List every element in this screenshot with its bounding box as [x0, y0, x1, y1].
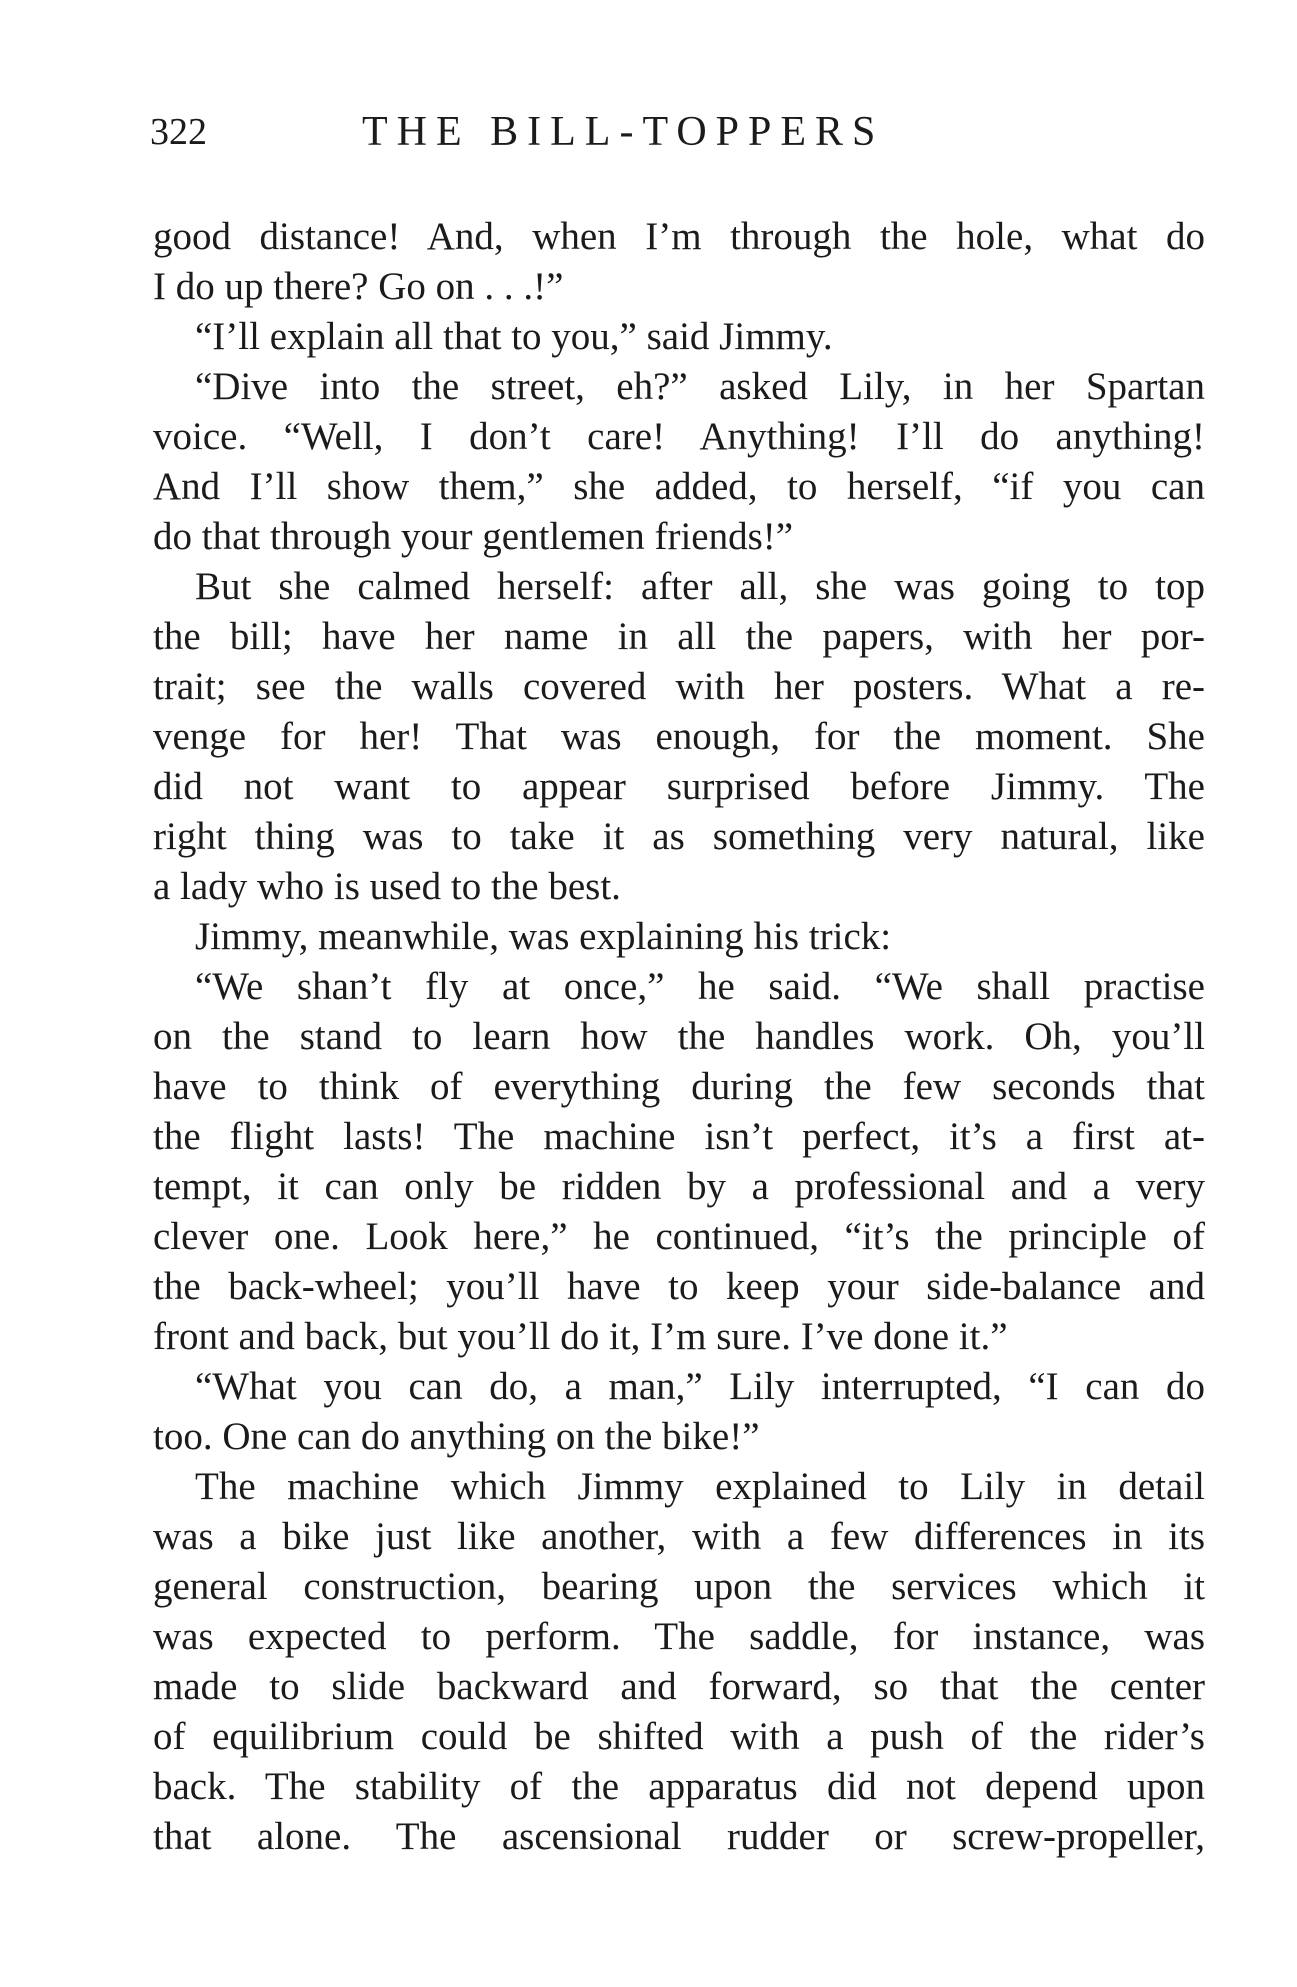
text-line: I do up there? Go on . . .!”: [153, 265, 564, 308]
text-line: clever one. Look here,” he continued, “it’s the principle of: [153, 1215, 1205, 1258]
running-header: [150, 100, 1210, 160]
text-line: “Dive into the street, eh?” asked Lily, in her Spartan: [195, 365, 1205, 408]
text-line: And I’ll show them,” she added, to herself, “if you can: [153, 465, 1205, 508]
text-line: of equilibrium could be shifted with a push of the rider’s: [153, 1715, 1205, 1758]
text-line: But she calmed herself: after all, she was going to top: [195, 565, 1205, 608]
text-line: the flight lasts! The machine isn’t perfect, it’s a first at-: [153, 1115, 1205, 1158]
text-line: was a bike just like another, with a few differences in its: [153, 1515, 1205, 1558]
text-line: the back-wheel; you’ll have to keep your side-balance and: [153, 1265, 1205, 1308]
text-line: the bill; have her name in all the papers, with her por-: [153, 615, 1205, 658]
text-line: tempt, it can only be ridden by a professional and a very: [153, 1165, 1205, 1208]
text-line: a lady who is used to the best.: [153, 865, 621, 908]
text-line: made to slide backward and forward, so that the center: [153, 1665, 1205, 1708]
text-line: have to think of everything during the few seconds that: [153, 1065, 1205, 1108]
body-text: [153, 212, 1205, 1862]
text-line: back. The stability of the apparatus did not depend upon: [153, 1765, 1205, 1808]
text-line: “We shan’t fly at once,” he said. “We shall practise: [195, 965, 1205, 1008]
text-line: trait; see the walls covered with her posters. What a re-: [153, 665, 1205, 708]
text-line: good distance! And, when I’m through the hole, what do: [153, 215, 1205, 258]
text-line: too. One can do anything on the bike!”: [153, 1415, 760, 1458]
text-line: right thing was to take it as something very natural, like: [153, 815, 1205, 858]
text-line: “I’ll explain all that to you,” said Jimmy.: [195, 315, 833, 358]
page-number: 322: [150, 111, 207, 153]
text-line: on the stand to learn how the handles work. Oh, you’ll: [153, 1015, 1205, 1058]
text-line: Jimmy, meanwhile, was explaining his trick:: [195, 915, 892, 958]
text-line: voice. “Well, I don’t care! Anything! I’ll do anything!: [153, 415, 1205, 458]
text-line: do that through your gentlemen friends!”: [153, 515, 794, 558]
text-line: front and back, but you’ll do it, I’m sure. I’ve done it.”: [153, 1315, 1008, 1358]
text-line: The machine which Jimmy explained to Lily in detail: [195, 1465, 1205, 1508]
text-line: did not want to appear surprised before Jimmy. The: [153, 765, 1205, 808]
text-line: “What you can do, a man,” Lily interrupted, “I can do: [195, 1365, 1205, 1408]
running-title: THE BILL-TOPPERS: [362, 109, 885, 155]
text-line: was expected to perform. The saddle, for instance, was: [153, 1615, 1205, 1658]
text-line: venge for her! That was enough, for the moment. She: [153, 715, 1205, 758]
text-line: that alone. The ascensional rudder or screw-propeller,: [153, 1815, 1205, 1858]
text-line: general construction, bearing upon the services which it: [153, 1565, 1205, 1608]
